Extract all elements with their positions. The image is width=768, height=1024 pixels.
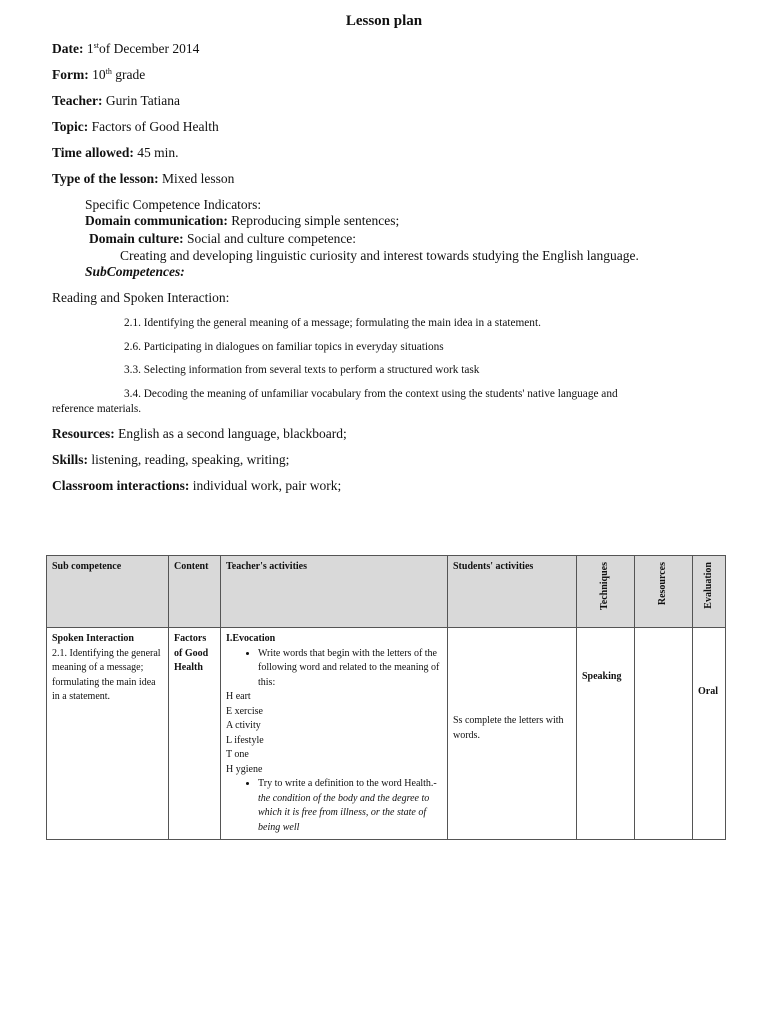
teacher-field [52, 93, 180, 109]
date-field [52, 41, 199, 57]
skills-value: listening, reading, speaking, writing; [88, 452, 290, 467]
competence-heading: Specific Competence Indicators: [85, 197, 262, 212]
teacher-value: Gurin Tatiana [102, 93, 181, 108]
letter-hygiene: H ygiene [226, 763, 263, 775]
header-evaluation [693, 556, 726, 628]
date-rest: of December 2014 [98, 41, 200, 56]
resources-value: English as a second language, blackboard; [114, 426, 347, 441]
date-day: 1 [83, 41, 94, 56]
lesson-plan-table [46, 555, 726, 840]
table-row [47, 628, 726, 840]
teacher-bullet-list-1 [226, 647, 442, 691]
header-resources-label: Resources [657, 562, 669, 606]
cell-evaluation [693, 628, 726, 840]
resources-label: Resources: [52, 426, 115, 441]
topic-value: Factors of Good Health [88, 119, 219, 134]
sub-competence-title: Spoken Interaction [52, 633, 134, 644]
cell-teacher-activities [221, 628, 448, 840]
domain-communication-value: Reproducing simple sentences; [227, 213, 400, 228]
time-label: Time allowed: [52, 145, 134, 160]
subcompetences-heading: SubCompetences: [85, 264, 185, 279]
domain-communication [85, 213, 399, 229]
header-teacher-activities: Teacher's activities [221, 556, 448, 628]
evaluation-text: Oral [698, 686, 718, 697]
form-rest: grade [111, 67, 146, 82]
creating-text: Creating and developing linguistic curiosity and interest towards studying the English language. [120, 248, 639, 263]
evocation-heading: I.Evocation [226, 633, 276, 644]
teacher-label: Teacher: [52, 93, 103, 108]
interactions-label: Classroom interactions: [52, 478, 190, 493]
time-value: 45 min. [133, 145, 179, 160]
domain-culture-label: Domain culture: [89, 231, 184, 246]
cell-techniques [577, 628, 635, 840]
header-techniques-label: Techniques [599, 562, 611, 610]
date-label: Date: [52, 41, 84, 56]
form-sup: th [105, 67, 112, 76]
header-evaluation-label: Evaluation [702, 562, 714, 609]
sub-competence-text: 2.1. Identifying the general meaning of a message; formulating the main idea in a statement. [52, 647, 161, 702]
skills-label: Skills: [52, 452, 89, 467]
domain-culture [89, 231, 356, 247]
bullet-2-text: Try to write a definition to the word Health.- [258, 778, 437, 789]
type-label: Type of the lesson: [52, 171, 159, 186]
table-header-row [47, 556, 726, 628]
header-sub-competence: Sub competence [47, 556, 169, 628]
resources-field [52, 426, 347, 442]
skills-field [52, 452, 289, 468]
teacher-bullet-1: • Write words that begin with the letters of the following word and related to the meaning of this: [258, 647, 442, 691]
letter-exercise: E xercise [226, 705, 263, 717]
type-field [52, 171, 234, 187]
date-sup: st [93, 41, 99, 50]
teacher-bullet-2 [258, 777, 442, 835]
reading-item-4: 3.4. Decoding the meaning of unfamiliar vocabulary from the context using the students' native language and [124, 388, 618, 400]
form-field [52, 67, 145, 83]
header-students-activities: Students' activities [448, 556, 577, 628]
reading-item-3: 3.3. Selecting information from several texts to perform a structured work task [124, 364, 480, 376]
time-field [52, 145, 179, 161]
cell-content [169, 628, 221, 840]
content-text: Factors of Good Health [174, 633, 209, 673]
form-num: 10 [88, 67, 106, 82]
domain-communication-label: Domain communication: [85, 213, 228, 228]
teacher-bullet-list-2 [226, 777, 442, 835]
page-title: Lesson plan [345, 13, 423, 29]
form-label: Form: [52, 67, 89, 82]
reading-item-2: 2.6. Participating in dialogues on familiar topics in everyday situations [124, 341, 444, 353]
letter-lifestyle: L ifestyle [226, 734, 264, 746]
interactions-field [52, 478, 341, 494]
header-resources [635, 556, 693, 628]
reading-item-4-cont: reference materials. [52, 403, 142, 415]
topic-label: Topic: [52, 119, 89, 134]
interactions-value: individual work, pair work; [189, 478, 342, 493]
cell-students-activities [448, 628, 577, 840]
topic-field [52, 119, 219, 135]
domain-culture-value: Social and culture competence: [183, 231, 357, 246]
cell-resources [635, 628, 693, 840]
cell-sub-competence [47, 628, 169, 840]
header-content: Content [169, 556, 221, 628]
type-value: Mixed lesson [158, 171, 235, 186]
health-definition: the condition of the body and the degree to which it is free from illness, or the state of being well [258, 792, 430, 833]
letter-tone: T one [226, 749, 249, 760]
letter-activity: A ctivity [226, 720, 261, 731]
letter-heart: H eart [226, 691, 251, 702]
students-activity-text: Ss complete the letters with words. [453, 715, 564, 741]
technique-text: Speaking [582, 671, 622, 682]
reading-heading: Reading and Spoken Interaction: [52, 290, 230, 305]
reading-item-1: 2.1. Identifying the general meaning of a message; formulating the main idea in a statement. [124, 317, 541, 329]
header-techniques [577, 556, 635, 628]
